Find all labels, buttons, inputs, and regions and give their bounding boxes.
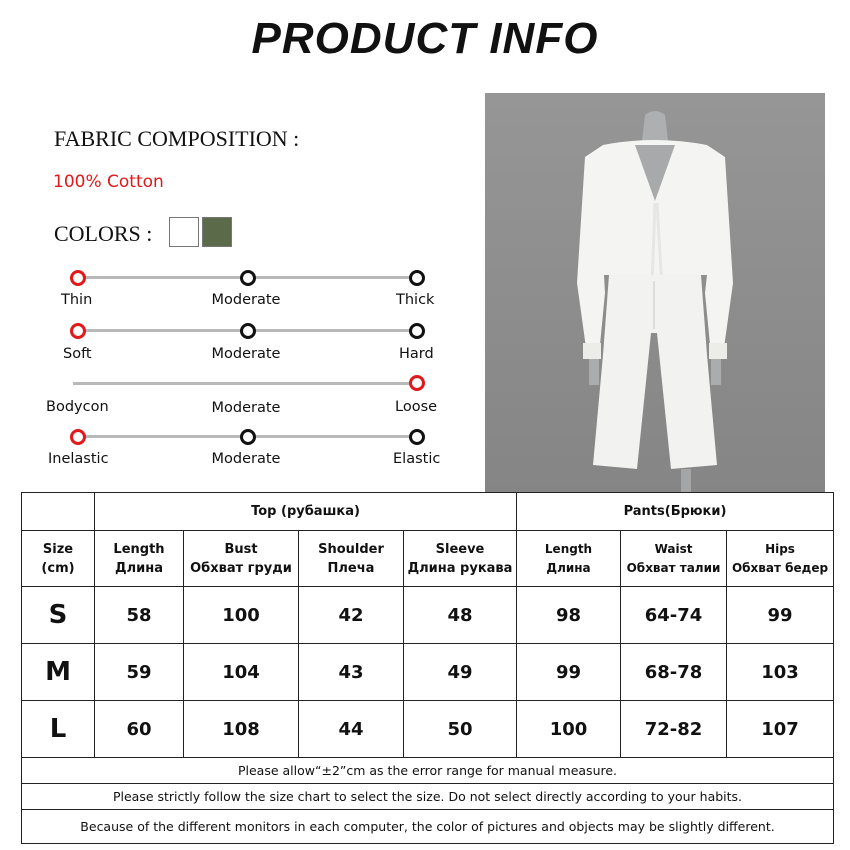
size-cell: M <box>22 644 95 701</box>
table-cell: 44 <box>299 701 404 758</box>
scale-label-right: Loose <box>395 399 438 415</box>
note-color-difference: Because of the different monitors in each computer, the color of pictures and objects may be slightly different. <box>22 810 834 844</box>
column-header-pants-length: Length Длина <box>517 531 621 587</box>
scale-marker-right <box>409 270 425 286</box>
scale-marker-middle <box>240 429 256 445</box>
table-row <box>22 587 834 644</box>
scale-label-left: Inelastic <box>48 451 109 467</box>
scale-label-middle: Moderate <box>211 451 281 467</box>
table-cell: 98 <box>517 587 621 644</box>
scale-label-right: Hard <box>399 346 434 362</box>
table-cell: 58 <box>95 587 184 644</box>
scale-label-left: Soft <box>63 346 92 362</box>
scale-label-right: Thick <box>396 292 435 308</box>
table-cell: 103 <box>727 644 834 701</box>
scale-label-middle: Moderate <box>211 400 281 416</box>
table-row <box>22 644 834 701</box>
scale-label-middle: Moderate <box>211 292 281 308</box>
color-swatch-green[interactable] <box>202 217 232 247</box>
table-cell: 43 <box>299 644 404 701</box>
table-note-row <box>22 784 834 810</box>
note-measure-error: Please allow“±2”cm as the error range for manual measure. <box>22 758 834 784</box>
table-cell: 59 <box>95 644 184 701</box>
column-header-size: Size (cm) <box>22 531 95 587</box>
column-header-top-length: Length Длина <box>95 531 184 587</box>
table-cell: 50 <box>404 701 517 758</box>
table-note-row <box>22 758 834 784</box>
scale-marker-right <box>409 429 425 445</box>
table-cell: 49 <box>404 644 517 701</box>
table-cell: 60 <box>95 701 184 758</box>
table-cell: 99 <box>727 587 834 644</box>
note-follow-size-chart: Please strictly follow the size chart to select the size. Do not select directly according to your habits. <box>22 784 834 810</box>
table-group-header-row <box>22 493 834 531</box>
table-cell: 72-82 <box>621 701 727 758</box>
fabric-composition-value: 100% Cotton <box>53 172 164 192</box>
table-cell: 48 <box>404 587 517 644</box>
scale-marker-left <box>70 323 86 339</box>
scale-label-right: Elastic <box>393 451 441 467</box>
table-cell: 99 <box>517 644 621 701</box>
scale-track <box>73 382 417 385</box>
product-photo <box>485 93 825 493</box>
column-header-hips: Hips Обхват бедер <box>727 531 834 587</box>
group-header-top: Top (рубашка) <box>95 493 517 531</box>
group-header-pants: Pants(Брюки) <box>517 493 834 531</box>
table-cell: 100 <box>517 701 621 758</box>
colors-label: COLORS : <box>54 221 153 246</box>
scale-label-left: Thin <box>61 292 93 308</box>
scale-marker-right <box>409 323 425 339</box>
product-photo-illustration <box>485 93 825 493</box>
column-header-bust: Bust Обхват груди <box>184 531 299 587</box>
table-cell: 107 <box>727 701 834 758</box>
column-header-waist: Waist Обхват талии <box>621 531 727 587</box>
table-cell: 42 <box>299 587 404 644</box>
scale-marker-middle <box>240 270 256 286</box>
table-cell: 100 <box>184 587 299 644</box>
scale-marker-right <box>409 375 425 391</box>
table-cell: 68-78 <box>621 644 727 701</box>
scale-marker-left <box>70 429 86 445</box>
scale-label-middle: Moderate <box>211 346 281 362</box>
column-header-shoulder: Shoulder Плеча <box>299 531 404 587</box>
scale-marker-middle <box>240 323 256 339</box>
column-header-sleeve: Sleeve Длина рукава <box>404 531 517 587</box>
table-cell: 104 <box>184 644 299 701</box>
table-row <box>22 701 834 758</box>
table-note-row <box>22 810 834 844</box>
color-swatch-white[interactable] <box>169 217 199 247</box>
fabric-composition-heading: FABRIC COMPOSITION : <box>54 126 300 151</box>
size-cell: L <box>22 701 95 758</box>
table-column-header-row <box>22 531 834 587</box>
table-corner-cell <box>22 493 95 531</box>
table-cell: 64-74 <box>621 587 727 644</box>
size-chart-table <box>21 492 834 844</box>
scale-marker-left <box>70 270 86 286</box>
scale-label-left: Bodycon <box>46 399 109 415</box>
page-title: PRODUCT INFO <box>251 14 599 63</box>
size-cell: S <box>22 587 95 644</box>
table-cell: 108 <box>184 701 299 758</box>
